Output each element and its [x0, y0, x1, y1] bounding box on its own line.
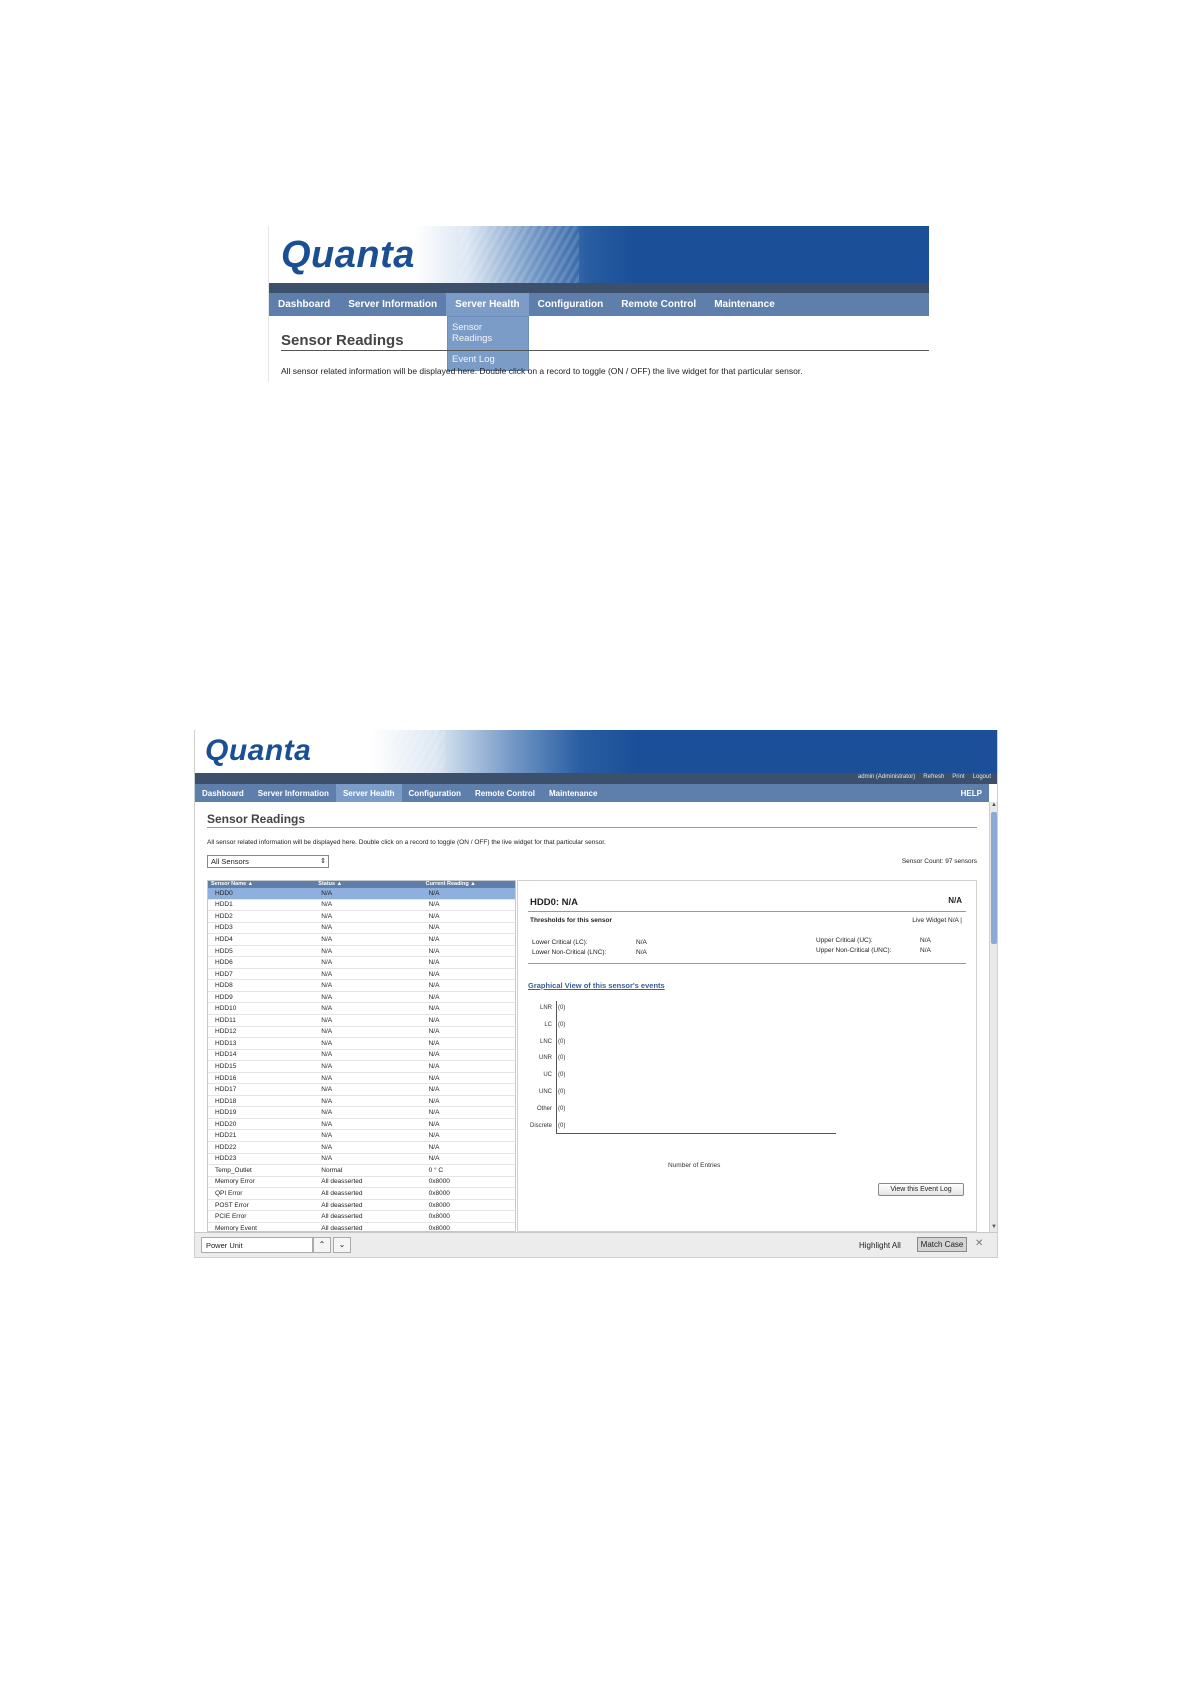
cell-status: N/A: [321, 901, 333, 909]
cell-reading: N/A: [428, 912, 440, 920]
cell-status: N/A: [321, 1074, 333, 1082]
cell-status: N/A: [321, 1097, 333, 1105]
chart-category-count: (0): [558, 1072, 566, 1079]
cell-status: N/A: [321, 1051, 333, 1059]
cell-reading: N/A: [428, 1109, 440, 1117]
cell-status: N/A: [321, 1155, 333, 1163]
column-sensor-name[interactable]: Sensor Name ▲: [211, 881, 254, 887]
chart-category-label: Discrete: [529, 1122, 552, 1129]
cell-reading: 0x8000: [428, 1189, 450, 1197]
cell-sensor-name: Memory Error: [215, 1178, 255, 1186]
table-row[interactable]: [208, 957, 515, 969]
cell-status: N/A: [321, 1120, 333, 1128]
thresholds-divider: [528, 963, 966, 964]
cell-sensor-name: HDD9: [215, 993, 233, 1001]
live-widget-value: N/A: [948, 917, 959, 924]
cell-sensor-name: HDD8: [215, 982, 233, 990]
cell-reading: N/A: [428, 959, 440, 967]
cell-reading: N/A: [428, 1120, 440, 1128]
cell-status: N/A: [321, 1143, 333, 1151]
chart-category-count: (0): [558, 1055, 566, 1062]
cell-reading: 0 ° C: [428, 1166, 444, 1174]
cell-reading: 0x8000: [428, 1224, 450, 1232]
cell-status: All deasserted: [321, 1224, 363, 1232]
nav-dashboard[interactable]: Dashboard: [202, 788, 244, 798]
main-nav: [269, 293, 929, 316]
nav-server-health[interactable]: Server Health: [336, 784, 402, 802]
find-next-button[interactable]: ⌄: [333, 1237, 351, 1253]
cell-sensor-name: HDD7: [215, 970, 233, 978]
nav-configuration[interactable]: Configuration: [408, 788, 461, 798]
table-row[interactable]: [208, 1119, 515, 1131]
lnc-value: N/A: [636, 949, 647, 956]
chart-category-count: (0): [558, 1105, 566, 1112]
sensor-filter-value: All Sensors: [211, 857, 249, 866]
sensor-table: [207, 880, 516, 1232]
cell-status: N/A: [321, 970, 333, 978]
cell-status: N/A: [321, 1062, 333, 1070]
cell-sensor-name: HDD20: [215, 1120, 237, 1128]
table-row[interactable]: [208, 923, 515, 935]
header-banner: [195, 730, 997, 773]
unc-value: N/A: [920, 947, 931, 954]
cell-status: N/A: [321, 1028, 333, 1036]
cell-sensor-name: HDD2: [215, 912, 233, 920]
chart-y-axis: [556, 1001, 557, 1133]
chart-category-label: UNR: [539, 1055, 552, 1062]
table-row[interactable]: [208, 934, 515, 946]
table-row[interactable]: [208, 900, 515, 912]
chart-category-count: (0): [558, 1089, 566, 1095]
table-row[interactable]: [208, 1015, 515, 1027]
help-link[interactable]: HELP: [960, 788, 982, 798]
table-body: [208, 888, 515, 1232]
cell-reading: N/A: [428, 1097, 440, 1105]
nav-server-health[interactable]: Server Health: [446, 293, 528, 316]
nav-configuration[interactable]: Configuration: [537, 299, 604, 310]
cell-status: N/A: [321, 924, 333, 932]
cell-sensor-name: Temp_Outlet: [215, 1166, 252, 1174]
table-row[interactable]: [208, 1154, 515, 1166]
chart-category-count: (0): [558, 1021, 566, 1028]
cell-sensor-name: HDD21: [215, 1132, 237, 1140]
highlight-all-button[interactable]: Highlight All: [859, 1241, 901, 1250]
cell-reading: N/A: [428, 1132, 440, 1140]
scroll-up-icon[interactable]: ▲: [991, 802, 997, 808]
sensor-events-chart: [526, 1001, 836, 1149]
chart-category-label: LNR: [539, 1005, 552, 1011]
table-row[interactable]: [208, 992, 515, 1004]
cell-reading: N/A: [428, 1005, 440, 1013]
cell-reading: N/A: [428, 993, 440, 1001]
vertical-scrollbar[interactable]: [989, 802, 997, 1232]
cell-reading: N/A: [428, 1074, 440, 1082]
table-row[interactable]: [208, 888, 515, 900]
table-row[interactable]: [208, 1200, 515, 1212]
table-row[interactable]: [208, 1130, 515, 1142]
cell-sensor-name: HDD14: [215, 1051, 237, 1059]
cell-reading: N/A: [428, 982, 440, 990]
nav-remote-control[interactable]: Remote Control: [474, 788, 535, 798]
refresh-link[interactable]: Refresh: [923, 774, 945, 780]
header-strip: [269, 283, 929, 293]
screenshot-sensor-readings: [194, 730, 998, 1258]
cell-reading: N/A: [428, 970, 440, 978]
chart-category-count: (0): [558, 1038, 566, 1045]
nav-dashboard[interactable]: Dashboard: [278, 299, 331, 310]
cell-sensor-name: HDD1: [215, 901, 233, 909]
cell-status: All deasserted: [321, 1213, 363, 1221]
logout-link[interactable]: Logout: [972, 774, 991, 780]
cell-sensor-name: Memory Event: [215, 1224, 257, 1232]
cell-status: N/A: [321, 889, 333, 897]
cell-reading: N/A: [428, 901, 440, 909]
match-case-button[interactable]: Match Case: [917, 1237, 967, 1252]
uc-value: N/A: [920, 937, 931, 944]
live-widget-toggle[interactable]: Live Widget N/A |: [912, 917, 962, 924]
cell-status: Normal: [321, 1166, 343, 1174]
browser-find-bar: [195, 1232, 997, 1257]
cell-reading: N/A: [428, 1028, 440, 1036]
lc-label: Lower Critical (LC):: [532, 939, 588, 946]
unc-label: Upper Non-Critical (UNC):: [816, 947, 892, 954]
cell-sensor-name: HDD15: [215, 1062, 237, 1070]
column-status[interactable]: Status ▲: [318, 881, 343, 887]
close-find-icon[interactable]: ✕: [975, 1238, 984, 1249]
uc-label: Upper Critical (UC):: [816, 937, 873, 944]
sensor-filter-select[interactable]: [207, 855, 329, 868]
cell-reading: N/A: [428, 935, 440, 943]
cell-status: N/A: [321, 982, 333, 990]
page-title: Sensor Readings: [281, 332, 404, 349]
nav-maintenance[interactable]: Maintenance: [548, 788, 598, 798]
chart-category-label: Other: [536, 1105, 552, 1112]
cell-reading: 0x8000: [428, 1201, 450, 1209]
chart-x-axis: [556, 1133, 836, 1134]
cell-reading: N/A: [428, 1062, 440, 1070]
table-row[interactable]: [208, 1050, 515, 1062]
nav-server-information[interactable]: Server Information: [348, 299, 438, 310]
cell-reading: N/A: [428, 1051, 440, 1059]
cell-status: N/A: [321, 935, 333, 943]
main-content: [195, 802, 989, 1232]
cell-status: N/A: [321, 993, 333, 1001]
table-row[interactable]: [208, 1027, 515, 1039]
cell-sensor-name: HDD3: [215, 924, 233, 932]
cell-reading: 0x8000: [428, 1178, 450, 1186]
submenu-event-log[interactable]: Event Log: [452, 354, 495, 365]
detail-divider: [528, 911, 966, 912]
page-description: All sensor related information will be displayed here. Double click on a record to toggle (ON / OFF) the live widget for that particular sensor.: [281, 366, 803, 376]
lc-value: N/A: [636, 939, 647, 946]
table-row[interactable]: [208, 1211, 515, 1223]
graphical-view-link[interactable]: Graphical View of this sensor's events: [528, 981, 665, 990]
cell-status: All deasserted: [321, 1178, 363, 1186]
cell-reading: 0x8000: [428, 1213, 450, 1221]
table-header: [208, 881, 515, 888]
table-row[interactable]: [208, 1177, 515, 1189]
table-row[interactable]: [208, 1038, 515, 1050]
cell-sensor-name: QPI Error: [215, 1189, 243, 1197]
cell-reading: N/A: [428, 1143, 440, 1151]
table-row[interactable]: [208, 911, 515, 923]
print-link[interactable]: Print: [952, 774, 965, 780]
table-row[interactable]: [208, 1096, 515, 1108]
cell-status: N/A: [321, 1109, 333, 1117]
main-nav: [195, 784, 989, 802]
cell-sensor-name: HDD18: [215, 1097, 237, 1105]
chart-category-label: LC: [544, 1021, 552, 1028]
table-row[interactable]: [208, 946, 515, 958]
find-input[interactable]: Power Unit: [201, 1237, 313, 1253]
cell-status: N/A: [321, 1086, 333, 1094]
screenshot-menu: [268, 226, 928, 382]
table-row[interactable]: [208, 1061, 515, 1073]
table-row[interactable]: [208, 1107, 515, 1119]
header-banner: [269, 226, 929, 283]
scroll-down-icon[interactable]: ▼: [991, 1224, 997, 1230]
cell-sensor-name: HDD5: [215, 947, 233, 955]
select-arrows-icon: ⇕: [320, 858, 326, 865]
scrollbar-thumb[interactable]: [991, 812, 997, 944]
cell-sensor-name: HDD19: [215, 1109, 237, 1117]
column-current-reading[interactable]: Current Reading ▲: [425, 881, 476, 887]
user-links: [858, 774, 991, 780]
cell-sensor-name: HDD10: [215, 1005, 237, 1013]
server-health-submenu: [447, 316, 529, 371]
cell-sensor-name: HDD0: [215, 889, 233, 897]
table-row[interactable]: [208, 1084, 515, 1096]
cell-status: N/A: [321, 912, 333, 920]
find-previous-button[interactable]: ⌃: [313, 1237, 331, 1253]
chart-category-label: UC: [543, 1072, 552, 1079]
table-row[interactable]: [208, 1003, 515, 1015]
nav-remote-control[interactable]: Remote Control: [621, 299, 697, 310]
cell-status: N/A: [321, 947, 333, 955]
cell-reading: N/A: [428, 924, 440, 932]
sensor-count: Sensor Count: 97 sensors: [901, 858, 977, 865]
cell-sensor-name: HDD4: [215, 935, 233, 943]
table-row[interactable]: [208, 1142, 515, 1154]
user-link[interactable]: admin (Administrator): [857, 774, 916, 780]
table-row[interactable]: [208, 1223, 515, 1232]
banner-swirl: [345, 730, 445, 773]
thresholds-label: Thresholds for this sensor: [530, 917, 612, 924]
chart-category-label: LNC: [539, 1038, 552, 1045]
table-row[interactable]: [208, 1165, 515, 1177]
sensor-detail-value: N/A: [948, 896, 962, 905]
quanta-logo: Quanta: [205, 734, 312, 767]
cell-status: All deasserted: [321, 1201, 363, 1209]
chart-category-label: UNC: [539, 1089, 552, 1095]
title-divider: [281, 350, 929, 351]
view-event-log-button[interactable]: View this Event Log: [878, 1183, 964, 1196]
lnc-label: Lower Non-Critical (LNC):: [532, 949, 607, 956]
cell-sensor-name: PCIE Error: [215, 1213, 247, 1221]
cell-status: N/A: [321, 1132, 333, 1140]
cell-sensor-name: HDD11: [215, 1016, 236, 1024]
cell-sensor-name: HDD16: [215, 1074, 237, 1082]
sensor-detail-title: HDD0: N/A: [530, 897, 579, 908]
chart-x-label: Number of Entries: [668, 1162, 721, 1169]
cell-reading: N/A: [428, 1016, 440, 1024]
cell-reading: N/A: [428, 889, 440, 897]
live-widget-label: Live Widget: [912, 917, 947, 924]
nav-maintenance[interactable]: Maintenance: [714, 299, 775, 310]
cell-sensor-name: HDD22: [215, 1143, 237, 1151]
cell-status: N/A: [321, 959, 333, 967]
cell-status: N/A: [321, 1016, 333, 1024]
title-divider: [207, 827, 977, 828]
cell-sensor-name: POST Error: [215, 1201, 249, 1209]
page-description: All sensor related information will be displayed here. Double click on a record to toggle (ON / OFF) the live widget for that particular sensor.: [207, 839, 606, 846]
cell-reading: N/A: [428, 1039, 440, 1047]
sensor-detail-panel: [517, 880, 977, 1232]
cell-status: All deasserted: [321, 1189, 363, 1197]
quanta-logo: Quanta: [281, 234, 415, 276]
chart-category-count: (0): [558, 1005, 566, 1011]
nav-server-information[interactable]: Server Information: [257, 788, 329, 798]
cell-sensor-name: HDD23: [215, 1155, 237, 1163]
chart-category-count: (0): [558, 1122, 566, 1129]
submenu-sensor-readings[interactable]: Sensor Readings: [452, 322, 493, 344]
table-row[interactable]: [208, 1073, 515, 1085]
cell-sensor-name: HDD17: [215, 1086, 237, 1094]
cell-status: N/A: [321, 1005, 333, 1013]
cell-sensor-name: HDD12: [215, 1028, 237, 1036]
cell-reading: N/A: [428, 1155, 440, 1163]
table-row[interactable]: [208, 969, 515, 981]
cell-sensor-name: HDD6: [215, 959, 233, 967]
table-row[interactable]: [208, 980, 515, 992]
page-title: Sensor Readings: [207, 812, 306, 826]
banner-swirl: [459, 226, 579, 283]
cell-status: N/A: [321, 1039, 333, 1047]
table-row[interactable]: [208, 1188, 515, 1200]
cell-reading: N/A: [428, 947, 440, 955]
cell-reading: N/A: [428, 1086, 440, 1094]
cell-sensor-name: HDD13: [215, 1039, 237, 1047]
